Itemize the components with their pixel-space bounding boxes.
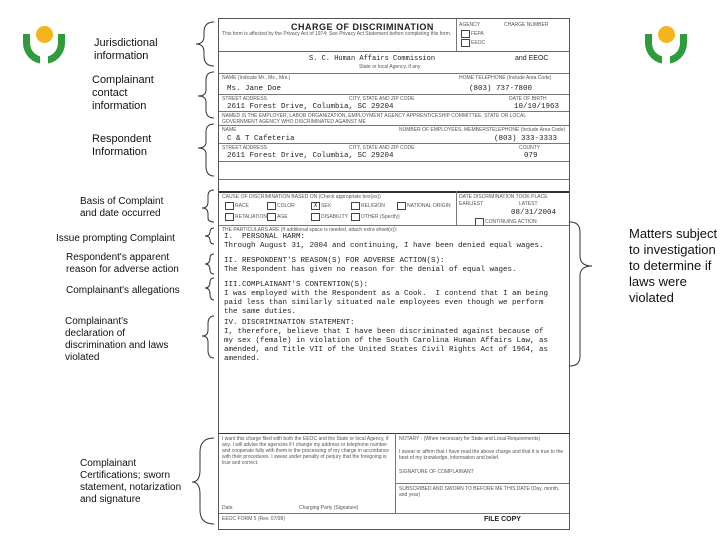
label-basis: Basis of Complaint and date occurred	[80, 196, 164, 219]
date-header: DATE DISCRIMINATION TOOK PLACE	[459, 194, 548, 200]
cause-header: CAUSE OF DISCRIMINATION BASED ON (Check appropriate box(es))	[222, 194, 381, 200]
bracket-declaration	[202, 316, 214, 358]
notary-text: I swear or affirm that I have read the above charge and that it is true to the best of my knowledge, information and belief.	[399, 449, 564, 461]
name-header: NAME (Indicate Mr., Ms., Mrs.)	[222, 75, 291, 81]
certification-text: I want this charge filed with both the EEOC and the State or local Agency, if any. I will advise the agencies if I change my address or telephone number and cooperate fully with them in the processing of my charge in accordance with their procedures. I swear under penalty of perjury that the foregoing is true and correct.	[222, 436, 390, 466]
latest-label: LATEST	[519, 201, 538, 207]
respondent-name-header: NAME	[222, 127, 237, 133]
bracket-complainant	[198, 72, 214, 118]
privacy-notice: This form is affected by the Privacy Act of 1974; See Privacy Act Statement before completing this form.	[222, 31, 452, 37]
label-respondent-reason: Respondent's apparent reason for adverse action	[66, 252, 179, 275]
basis-checkbox-age[interactable]	[267, 213, 276, 221]
agency-name: S. C. Human Affairs Commission	[309, 55, 436, 63]
and-eeoc: and EEOC	[515, 55, 549, 62]
basis-label: COLOR	[277, 203, 295, 209]
basis-label: DISABILITY	[321, 214, 348, 220]
resp-phone-header: TELEPHONE (Include Area Code)	[489, 127, 566, 133]
basis-checkbox-sex[interactable]: X	[311, 202, 320, 210]
bracket-allegations	[205, 278, 214, 300]
charging-party-label: Charging Party (Signature)	[299, 505, 359, 511]
section-statement: IV. DISCRIMINATION STATEMENT: I, therefore, believe that I have been discriminated against because of my sex (female) in violation of the South Carolina Human Affairs Law, as amended, and Title VII of the United States Civil Rights Act of 1964, as amended.	[224, 319, 549, 363]
basis-checkbox-religion[interactable]	[351, 202, 360, 210]
subscribed-text: SUBSCRIBED AND SWORN TO BEFORE ME THIS DATE (Day, month, and year)	[399, 486, 560, 498]
basis-checkbox-other-specify-[interactable]	[351, 213, 360, 221]
fepa-checkbox[interactable]	[461, 30, 470, 38]
fepa-label: FEPA	[471, 31, 484, 37]
label-jurisdictional: Jurisdictional information	[94, 37, 158, 62]
label-issue: Issue prompting Complaint	[56, 233, 175, 244]
section-personal-harm: I. PERSONAL HARM: Through August 31, 2004 and continuing, I have been denied equal wages.	[224, 233, 544, 250]
complainant-dob: 10/10/1963	[514, 103, 560, 111]
charge-number-header: CHARGE NUMBER	[504, 22, 549, 28]
charge-form	[218, 18, 570, 530]
resp-city-header: CITY, STATE AND ZIP CODE	[349, 145, 415, 151]
section-respondent-reason: II. RESPONDENT'S REASON(S) FOR ADVERSE ACTION(S): The Respondent has given no reason for the denial of equal wages.	[224, 257, 517, 274]
agency-header: AGENCY	[459, 22, 481, 28]
section-contentions: III.COMPLAINANT'S CONTENTION(S): I was employed with the Respondent as a Cook. I contend that I am being paid less than similarly situated male employees even though we perform the same duties.	[224, 281, 549, 316]
basis-label: AGE	[277, 214, 288, 220]
label-certifications: Complainant Certifications; sworn statement, notarization and signature	[80, 458, 182, 505]
date-label: Date	[222, 505, 233, 511]
basis-checkbox-disability[interactable]	[311, 213, 320, 221]
basis-label: RELIGION	[361, 203, 385, 209]
basis-checkbox-race[interactable]	[225, 202, 234, 210]
form-id: EEOC FORM 5 (Rev. 07/99)	[222, 516, 285, 522]
basis-checkbox-retaliation[interactable]	[225, 213, 234, 221]
basis-label: NATIONAL ORIGIN	[407, 203, 451, 209]
home-phone-header: HOME TELEPHONE (Include Area Code)	[459, 75, 552, 81]
county-header: COUNTY	[519, 145, 541, 151]
street-header: STREET ADDRESS	[222, 96, 267, 102]
label-respondent: Respondent Information	[92, 133, 152, 158]
label-complainant-contact: Complainant contact information	[92, 74, 154, 112]
complainant-name: Ms. Jane Doe	[227, 85, 282, 93]
file-copy: FILE COPY	[484, 516, 521, 523]
respondent-street: 2611 Forest Drive, Columbia, SC 29204	[227, 152, 394, 160]
bracket-basis	[202, 190, 214, 222]
form-title: CHARGE OF DISCRIMINATION	[291, 22, 434, 32]
bracket-matters	[570, 222, 592, 366]
dob-header: DATE OF BIRTH	[509, 96, 547, 102]
basis-label: RETALIATION	[235, 214, 268, 220]
resp-street-header: STREET ADDRESS	[222, 145, 267, 151]
particulars-header: THE PARTICULARS ARE (If additional space is needed, attach extra sheet(s)):	[222, 227, 398, 233]
respondent-name: C & T Cafeteria	[227, 135, 295, 143]
latest-date: 08/31/2004	[511, 209, 557, 217]
continuing-label: CONTINUING ACTION	[485, 219, 537, 225]
bracket-certifications	[192, 438, 214, 524]
label-matters: Matters subject to investigation to determine if laws were violated	[629, 226, 718, 305]
basis-label: RACE	[235, 203, 249, 209]
agency-sub: State or local Agency, if any	[359, 64, 421, 70]
basis-checkbox-national-origin[interactable]	[397, 202, 406, 210]
bracket-jurisdictional	[196, 22, 214, 66]
named-header: NAMED IS THE EMPLOYER, LABOR ORGANIZATION, EMPLOYMENT AGENCY APPRENTICESHIP COMMITTEE, STATE OR LOCAL GOVERNMENT AGENCY WHO DISCRIMINATED AGAINST ME	[222, 113, 526, 125]
basis-label: OTHER (Specify)	[361, 214, 400, 220]
respondent-phone: (803) 333-3333	[494, 135, 558, 143]
earliest-label: EARLIEST	[459, 201, 484, 207]
label-allegations: Complainant's allegations	[66, 285, 180, 296]
respondent-county: 079	[524, 152, 538, 160]
notary-header: NOTARY - (When necessary for State and Local Requirements)	[399, 436, 541, 442]
bracket-issue	[205, 228, 214, 244]
basis-checkbox-color[interactable]	[267, 202, 276, 210]
signature-header: SIGNATURE OF COMPLAINANT	[399, 469, 474, 475]
eeoc-label: EEOC	[471, 40, 486, 46]
label-declaration: Complainant's declaration of discrimination and laws violated	[65, 316, 169, 363]
complainant-street: 2611 Forest Drive, Columbia, SC 29204	[227, 103, 394, 111]
bracket-reason	[205, 254, 214, 274]
employees-header: NUMBER OF EMPLOYEES, MEMBERS	[399, 127, 490, 133]
basis-label: SEX	[321, 203, 332, 209]
city-header: CITY, STATE AND ZIP CODE	[349, 96, 415, 102]
bracket-respondent	[198, 124, 214, 176]
eeoc-checkbox[interactable]	[461, 39, 470, 47]
complainant-phone: (803) 737-7800	[469, 85, 533, 93]
